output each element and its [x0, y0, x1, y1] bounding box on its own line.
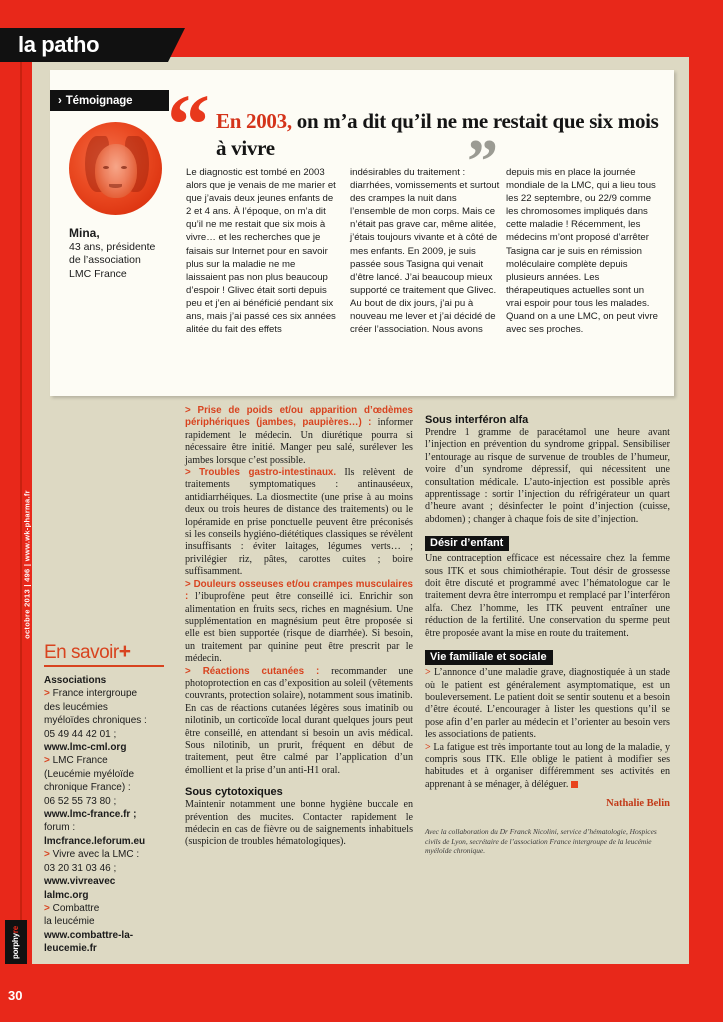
- sidebar-entry-link[interactable]: www.vivreavec: [44, 876, 116, 888]
- article-bullet: [185, 467, 413, 579]
- porphyre-logo: [5, 920, 27, 964]
- pull-quote-headline: [216, 108, 666, 162]
- sidebar-entry-line: chronique France) :: [44, 782, 131, 794]
- bullet-text: Prendre 1 gramme de paracétamol une heure avant l’injection en prévention du syndrome grippal. Sensibiliser l’entourage au risque de survenue de troubles de l’humeur, voire d’un syndrome dépressif, qui nécessitent une consultation médicale. L’auto-injection est possible après apprentissage : sortir l’injection du réfrigérateur un quart d’heure avant ; désinfecter le point d’injection (cuisse, abdomen) ; changer à chaque fois de site d’injection.: [425, 427, 670, 525]
- chevron-right-icon: ›: [58, 94, 62, 107]
- avatar-eye-right: [121, 166, 127, 169]
- person-role-line2: de l’association: [69, 254, 141, 267]
- article-paragraph: [425, 427, 670, 526]
- sidebar-entry-link[interactable]: www.lmc-cml.org: [44, 742, 127, 754]
- testimonial-badge-label: Témoignage: [65, 94, 133, 107]
- sidebar-entry: [44, 821, 164, 848]
- sidebar-entry-line: 05 49 44 42 01 ;: [44, 728, 117, 740]
- en-savoir-plus-title: [44, 640, 164, 664]
- testimonial-column-2: indésirables du traitement : diarrhées, vomissements et surtout des crampes la nuit dans l’ensemble de mon corps. Mais ce n’était pas grave car, même alitée, j’étais toujours vivante et à côté de mes enfants. En 2009, je suis passée sous Tasigna qui venait d’être lancé. J’ai beaucoup mieux supporté ce traitement que Glivec. Au bout de dix jours, j’ai pu à nouveau me lever et j’ai décidé de créer l’association. Nous avons: [350, 167, 500, 336]
- quote-open-icon: “: [167, 76, 204, 172]
- article-section-banner: Désir d’enfant: [425, 536, 509, 551]
- sidebar-entry-line: 06 52 55 73 80 ;: [44, 795, 117, 807]
- bullet-lead: > Troubles gastro-intestinaux.: [185, 467, 337, 479]
- sidebar-entry-line: 03 20 31 03 46 ;: [44, 862, 117, 874]
- sidebar-entry-link[interactable]: www.lmc-france.fr ;: [44, 809, 137, 821]
- sidebar-entry: [44, 687, 164, 754]
- quote-close-icon: ”: [467, 128, 494, 196]
- divider: [44, 665, 164, 667]
- sidebar-entry-line: la leucémie: [44, 916, 95, 928]
- article-byline: Nathalie Belin: [606, 798, 670, 810]
- testimonial-column-1: Le diagnostic est tombé en 2003 alors que je venais de me marier et que j’avais deux jeunes enfants de 2 et 4 ans. À l’époque, on m’a dit qu’il ne me restait que six mois à vivre… et les recherches que je faisais sur Internet pour en savoir plus sur la maladie ne me laissaient pas non plus beaucoup d’espoir ! Glivec était sorti depuis peu et j’en ai bénéficié pendant six ans, mais j’ai passé ces six années alitée du fait des effets: [186, 167, 336, 336]
- article-bullet: [185, 666, 413, 703]
- sidebar-entry: [44, 902, 164, 956]
- page-number: 30: [8, 988, 23, 1003]
- bullet-text: l’ibuprofène peut être conseillé ici. Enrichir son alimentation en fruits secs, riches en magnésium. Une supplémentation en magnésium peut être proposée si elle est bien supportée (risque de diarrhée). Si besoin, un traitement par quinine peut être prescrit par le médecin.: [185, 591, 413, 665]
- bullet-lead: > Douleurs osseuses et/ou crampes musculaires :: [185, 578, 413, 603]
- person-name: Mina,: [69, 226, 100, 240]
- bullet-lead: > Prise de poids et/ou apparition d’œdèmes périphériques (jambes, paupières…) :: [185, 405, 413, 429]
- sidebar-entry-line: des leucémies: [44, 701, 108, 713]
- article-credits: Avec la collaboration du Dr Franck Nicolini, service d’hématologie, Hospices civils de Lyon, secrétaire de l’association France intergroupe de la leucémie myéloïde chronique.: [425, 827, 657, 856]
- section-header-tab: [0, 28, 168, 62]
- article-paragraph: [185, 703, 413, 777]
- testimonial-badge: [50, 90, 169, 111]
- bullet-text: L’annonce d’une maladie grave, diagnostiquée à un stade où le patient est généralement asymptomatique, est un bouleversement. Le patient doit se sentir soutenu et a besoin d’être écouté. L’encourager à lister les questions qu’il se pose afin d’en parler au médecin et l’orienter au besoin vers les associations de patients.: [425, 667, 670, 741]
- sidebar-entry-line: LMC France: [52, 755, 108, 767]
- person-identity: [69, 227, 194, 281]
- article-bullet: [185, 405, 413, 467]
- en-savoir-plus-box: [44, 640, 164, 956]
- bullet-lead: > Réactions cutanées :: [185, 665, 320, 677]
- sidebar-entry-link[interactable]: lmcfrance.leforum.eu: [44, 835, 146, 847]
- bullet-text: Ils relèvent de traitements symptomatiques : antinauséeux, antidiarrhéiques. La diosmectite (une prise à au moins deux ou trois heures de distance des traitements) ou le lopéramide en prise ponctuelle peuvent être préconisés si les conseils hygiéno-diététiques classiques se révèlent insuffisants : éviter laitages, légumes verts… ; privilégier riz, pâtes, carottes cuites ; boire suffisamment.: [185, 467, 413, 578]
- article-column-right: [425, 405, 670, 856]
- testimonial-column-3: depuis mis en place la journée mondiale de la LMC, qui a lieu tous les 22 septembre, ou 22/9 comme les chromosomes impliqués dans cette maladie ! Récemment, les médecins m’ont proposé d’arrêter Tasigna car je suis en rémission moléculaire complète depuis plusieurs années. Les thérapeutiques actuelles sont un vrai espoir pour tous les malades. Quand on a une LMC, on peut vivre avec ses proches.: [506, 167, 658, 336]
- bullet-text: Maintenir notamment une bonne hygiène buccale en prévention des mucites. Contacter rapidement le médecin en cas de fièvre ou de saignements inhabituels (suspicion de troubles hématologiques).: [185, 799, 413, 848]
- person-role-line1: 43 ans, présidente: [69, 241, 156, 254]
- end-of-article-square-icon: [571, 781, 578, 788]
- bullet-arrow-icon: >: [44, 755, 53, 767]
- en-savoir-plus-body: [44, 674, 164, 956]
- sidebar-entry-line: Combattre: [52, 902, 100, 914]
- article-subheading: Sous cytotoxiques: [185, 786, 283, 799]
- bullet-text: recommander une photoprotection en cas d’exposition au soleil (vêtements couvrants, protection solaire), notamment sous imatinib.: [185, 665, 413, 702]
- article-subheading: Sous interféron alfa: [425, 414, 529, 426]
- avatar-eye-left: [103, 166, 109, 169]
- sidebar-entry-line: Vivre avec la LMC :: [52, 849, 140, 861]
- sidebar-entry-line: forum :: [44, 822, 76, 834]
- logo-text: porphy: [11, 932, 21, 959]
- bullet-text: En cas de réactions cutanées légères sous imatinib ou nilotinib, un corticoïde local durant quelques jours peut être conseillé, en attendant si besoin un avis médical. Sous nilotinib, un prurit, fréquent en début de traitement, peut être calmé par l’application d’un émollient et la prise d’un anti-H1 oral.: [185, 702, 413, 776]
- article-bullet: [185, 579, 413, 666]
- bullet-text: informer rapidement le médecin. Un diurétique pourra si nécessaire être initié. Manger peu salé, surélever les jambes lorsque c’est possible.: [185, 417, 413, 466]
- testimonial-card: [50, 70, 674, 396]
- bullet-lead: >: [425, 741, 431, 753]
- bullet-text: Une contraception efficace est nécessaire chez la femme sous ITK et sous chimiothérapie. Tout désir de grossesse doit être discuté et programmé avec l’hématologue car le traitement devra être interrompu et remplacé par l’interféron alfa. Chez l’homme, les ITK peuvent entraîner une réduction de la fertilité. Une conservation du sperme peut être proposée avant la mise en route du traitement.: [425, 553, 670, 639]
- bullet-text: La fatigue est très importante tout au long de la maladie, y compris sous ITK. Elle oblige le patient à modifier ses habitudes et à organiser différemment ses activités en apprenant à se ménager, à déléguer.: [425, 741, 670, 790]
- en-savoir-plus-title-text: En savoir: [44, 642, 119, 663]
- sidebar-heading: Associations: [44, 675, 107, 686]
- bullet-lead: >: [425, 667, 431, 679]
- sidebar-entry-line: myéloïdes chroniques :: [44, 715, 147, 727]
- section-title: la patho: [18, 32, 100, 57]
- bullet-arrow-icon: >: [44, 849, 53, 861]
- bullet-arrow-icon: >: [44, 902, 53, 914]
- article-paragraph: [425, 553, 670, 640]
- sidebar-entry-link[interactable]: lalmc.org: [44, 889, 89, 901]
- plus-icon: +: [118, 640, 131, 663]
- sidebar-entry-line: (Leucémie myéloïde: [44, 768, 135, 780]
- spine-issue-text: octobre 2013 | 496 | www.wk-pharma.fr: [22, 490, 32, 639]
- avatar-face: [95, 144, 137, 198]
- sidebar-entry-link[interactable]: www.combattre-la-: [44, 929, 134, 941]
- article-paragraph: [185, 799, 413, 849]
- article-bullet: [425, 742, 670, 792]
- logo-accent: re: [11, 925, 21, 933]
- article-section-banner-wrap: [425, 526, 670, 553]
- left-spine: [0, 0, 32, 1022]
- article-section-banner-wrap: [425, 640, 670, 667]
- article-column-middle: [185, 405, 413, 849]
- article-bullet: [425, 667, 670, 741]
- article-section-banner: Vie familiale et sociale: [425, 650, 553, 665]
- avatar: [69, 122, 162, 215]
- avatar-mouth: [109, 184, 122, 188]
- sidebar-entry: [44, 754, 164, 821]
- headline-rest: on m’a dit qu’il ne me restait que six mois à vivre: [216, 109, 659, 160]
- sidebar-entry: [44, 848, 164, 902]
- sidebar-entry-link[interactable]: leucemie.fr: [44, 943, 97, 955]
- sidebar-entry-line: France intergroupe: [52, 688, 138, 700]
- bullet-arrow-icon: >: [44, 688, 53, 700]
- headline-year: En 2003,: [216, 109, 292, 133]
- person-role-line3: LMC France: [69, 267, 127, 280]
